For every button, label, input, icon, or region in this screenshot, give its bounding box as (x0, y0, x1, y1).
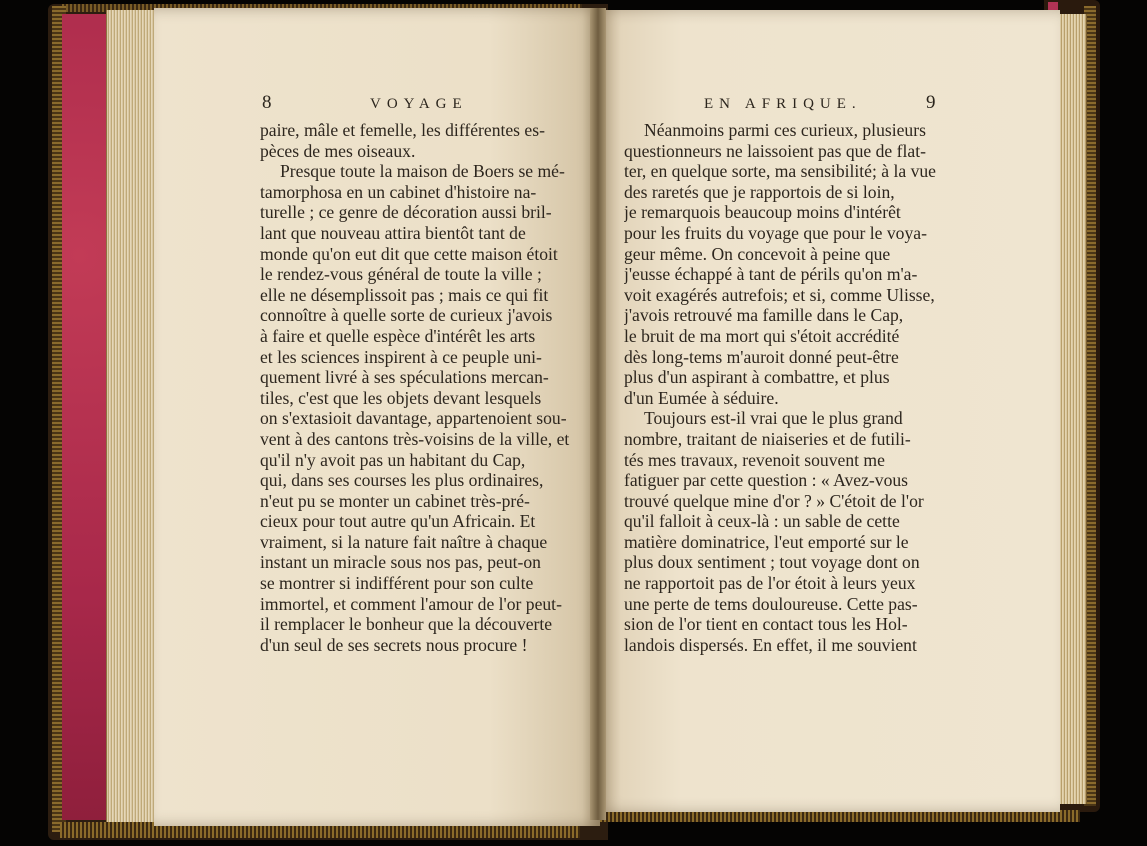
left-fore-edge (106, 10, 157, 822)
text-line: pour les fruits du voyage que pour le voya- (624, 222, 927, 243)
text-line: il remplacer le bonheur que la découverte (260, 614, 553, 635)
text-line: pèces de mes oiseaux. (260, 140, 416, 161)
left-page-text (260, 120, 582, 655)
text-line: le rendez-vous général de toute la ville ; (260, 264, 542, 285)
text-line: se montrer si indifférent pour son culte (260, 573, 534, 594)
text-line: d'un Eumée à séduire. (624, 387, 779, 408)
text-line: voit exagérés autrefois; et si, comme Ulisse, (624, 284, 935, 305)
left-page-number: 8 (262, 92, 272, 113)
text-line: Presque toute la maison de Boers se mé- (280, 161, 565, 182)
text-line: à faire et quelle espèce d'intérêt les arts (260, 325, 536, 346)
left-running-head: VOYAGE (370, 96, 468, 112)
text-line: tés mes travaux, revenoit souvent me (624, 449, 885, 470)
text-line: monde qu'on eut dit que cette maison étoit (260, 243, 558, 264)
text-line: ne rapportoit pas de l'or étoit à leurs yeux (624, 573, 916, 594)
text-line: matière dominatrice, l'eut emporté sur le (624, 531, 909, 552)
text-line: plus d'un aspirant à combattre, et plus (624, 367, 890, 388)
text-line: tiles, c'est que les objets devant lesquels (260, 387, 542, 408)
text-line: dès long-tems m'auroit donné peut-être (624, 346, 899, 367)
text-line: et les sciences inspirent à ce peuple uni- (260, 346, 542, 367)
text-line: j'eusse échappé à tant de périls qu'on m'a- (624, 264, 918, 285)
left-pastedown (62, 14, 108, 820)
text-line: elle ne désemplissoit pas ; mais ce qui fit (260, 284, 549, 305)
text-line: geur même. On concevoit à peine que (624, 243, 891, 264)
text-line: immortel, et comment l'amour de l'or peut- (260, 593, 562, 614)
text-line: sion de l'or tient en contact tous les Hol- (624, 614, 908, 635)
text-line: quement livré à ses spéculations mercan- (260, 367, 549, 388)
right-page-number: 9 (926, 92, 936, 113)
text-line: cieux pour tout autre qu'un Africain. Et (260, 511, 536, 532)
text-line: on s'extasioit davantage, appartenoient sou- (260, 408, 567, 429)
text-line: qui, dans ses courses les plus ordinaires, (260, 470, 544, 491)
text-line: des raretés que je rapportois de si loin, (624, 181, 895, 202)
text-line: nombre, traitant de niaiseries et de futili- (624, 428, 911, 449)
text-line: qu'il falloit à ceux-là : un sable de cette (624, 511, 900, 532)
text-line: j'avois retrouvé ma famille dans le Cap, (624, 305, 904, 326)
text-line: instant un miracle sous nos pas, peut-on (260, 552, 541, 573)
text-line: une perte de tems douloureuse. Cette pas- (624, 593, 918, 614)
text-line: le bruit de ma mort qui s'étoit accrédité (624, 325, 900, 346)
text-line: plus doux sentiment ; tout voyage dont on (624, 552, 920, 573)
text-line: turelle ; ce genre de décoration aussi bril- (260, 202, 552, 223)
text-line: je remarquois beaucoup moins d'intérêt (624, 202, 901, 223)
text-line: questionneurs ne laissoient pas que de flat- (624, 140, 926, 161)
right-fore-edge (1060, 14, 1087, 804)
text-line: vraiment, si la nature fait naître à chaque (260, 531, 548, 552)
text-line: landois dispersés. En effet, il me souvient (624, 634, 917, 655)
right-page-text (624, 120, 942, 655)
book-gutter (590, 8, 606, 820)
text-line: connoître à quelle sorte de curieux j'avois (260, 305, 553, 326)
text-line: trouvé quelque mine d'or ? » C'étoit de l'or (624, 490, 924, 511)
text-line: vent à des cantons très-voisins de la ville, et (260, 428, 570, 449)
text-line: paire, mâle et femelle, les différentes es- (260, 120, 545, 140)
text-line: qu'il n'y avoit pas un habitant du Cap, (260, 449, 526, 470)
right-running-head: EN AFRIQUE. (704, 96, 862, 112)
text-line: n'eut pu se monter un cabinet très-pré- (260, 490, 530, 511)
text-line: ter, en quelque sorte, ma sensibilité; à la vue (624, 161, 936, 182)
text-line: Toujours est-il vrai que le plus grand (644, 408, 903, 429)
text-line: Néanmoins parmi ces curieux, plusieurs (644, 120, 926, 140)
text-line: fatiguer par cette question : « Avez-vous (624, 470, 909, 491)
text-line: tamorphosa en un cabinet d'histoire na- (260, 181, 537, 202)
text-line: lant que nouveau attira bientôt tant de (260, 222, 526, 243)
text-line: d'un seul de ses secrets nous procure ! (260, 634, 528, 655)
